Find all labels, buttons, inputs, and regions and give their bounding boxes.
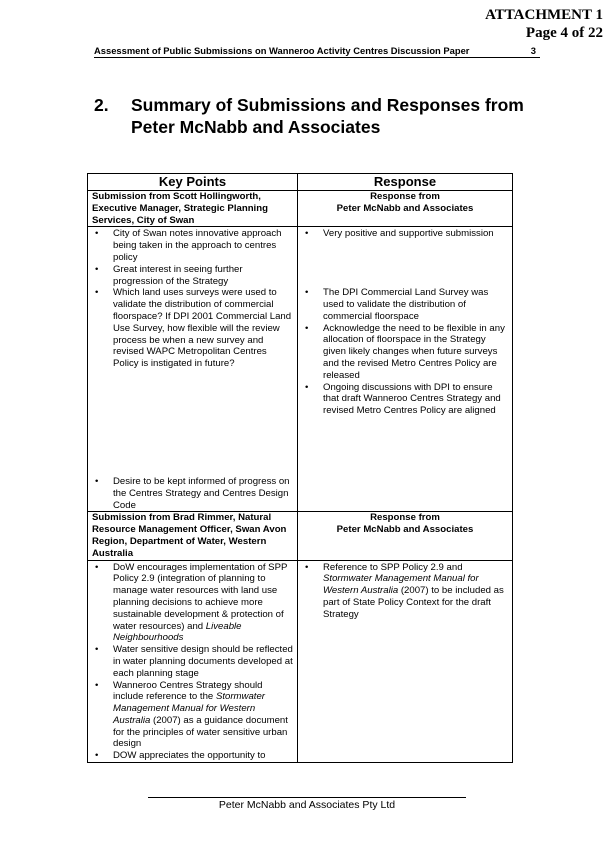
key-points-cell xyxy=(88,227,298,512)
section-number: 2. xyxy=(94,95,109,115)
submission-from: Submission from Scott Hollingworth, Executive Manager, Strategic Planning Services, City of Swan xyxy=(88,191,298,227)
submission-row xyxy=(88,512,513,560)
text: Wanneroo Centres Strategy should include reference to the xyxy=(113,679,263,703)
list-item: • Ongoing discussions with DPI to ensure that draft Wanneroo Centres Strategy and revised Metro Centres Policy are aligned xyxy=(302,382,508,417)
response-header: Response xyxy=(298,174,513,191)
key-points-cell xyxy=(88,560,298,763)
response-cell xyxy=(298,560,513,763)
list-item: • City of Swan notes innovative approach being taken in the approach to centres policy xyxy=(92,228,293,263)
response-from xyxy=(298,191,513,227)
submission-row xyxy=(88,191,513,227)
text: (2007) as a guidance document for the principles of water sensitive urban design xyxy=(113,714,288,750)
table-header-row xyxy=(88,174,513,191)
list-item: • Which land uses surveys were used to validate the distribution of commercial floorspace? If DPI 2001 Commercial Land Use Survey, how flexible will the review process be when a new survey and revised WAPC Metropolitan Centres Policy is instigated in future? xyxy=(92,287,293,370)
list-item: • Great interest in seeing further progression of the Strategy xyxy=(92,264,293,288)
submission-content-row xyxy=(88,227,513,512)
response-from-line1: Response from xyxy=(370,191,440,202)
key-points-header: Key Points xyxy=(88,174,298,191)
text: (2007) to be included as part of State Policy Context for the draft Strategy xyxy=(323,585,504,620)
submissions-table xyxy=(87,173,513,763)
page-number: 3 xyxy=(530,45,536,56)
response-cell xyxy=(298,227,513,512)
attachment-title: ATTACHMENT 1 xyxy=(485,7,603,23)
list-item xyxy=(92,562,293,645)
attachment-label xyxy=(485,6,603,42)
response-from-line2: Peter McNabb and Associates xyxy=(336,524,474,536)
italic-text: Stormwater Management Manual for Western Australia xyxy=(113,691,265,726)
section-title: Summary of Submissions and Responses from Peter McNabb and Associates xyxy=(131,95,524,137)
running-title: Assessment of Public Submissions on Wanneroo Activity Centres Discussion Paper xyxy=(94,45,470,56)
list-item xyxy=(92,680,293,751)
attachment-page: Page 4 of 22 xyxy=(525,25,603,41)
footer-rule xyxy=(148,797,466,798)
list-item: • Acknowledge the need to be flexible in any allocation of floorspace in the Strategy given likely changes when future surveys and the revised Metro Centres Policy are released xyxy=(302,323,508,382)
italic-text: Liveable Neighbourhoods xyxy=(113,620,242,644)
text: DoW encourages implementation of SPP Policy 2.9 (integration of planning to manage water resources with land use planning decisions to achieve more sustainable development & protection of water resources) and xyxy=(113,561,288,632)
list-item: • DOW appreciates the opportunity to xyxy=(92,750,293,762)
response-from-line1: Response from xyxy=(370,512,440,524)
list-item: • Water sensitive design should be reflected in water planning documents developed at each planning stage xyxy=(92,644,293,679)
response-from xyxy=(298,512,513,560)
list-item: • Desire to be kept informed of progress on the Centres Strategy and Centres Design Code xyxy=(92,476,293,511)
list-item: • Very positive and supportive submission xyxy=(302,228,508,240)
text: Reference to SPP Policy 2.9 and xyxy=(323,561,463,573)
submission-content-row xyxy=(88,560,513,763)
running-header xyxy=(94,45,540,58)
list-item xyxy=(302,562,508,621)
list-item: • The DPI Commercial Land Survey was used to validate the distribution of commercial floorspace xyxy=(302,287,508,322)
submission-from: Submission from Brad Rimmer, Natural Resource Management Officer, Swan Avon Region, Department of Water, Western Australia xyxy=(88,512,298,560)
italic-text: Stormwater Management Manual for Western Australia xyxy=(323,573,479,597)
response-from-line2: Peter McNabb and Associates xyxy=(336,202,474,214)
footer-text: Peter McNabb and Associates Pty Ltd xyxy=(218,799,396,811)
